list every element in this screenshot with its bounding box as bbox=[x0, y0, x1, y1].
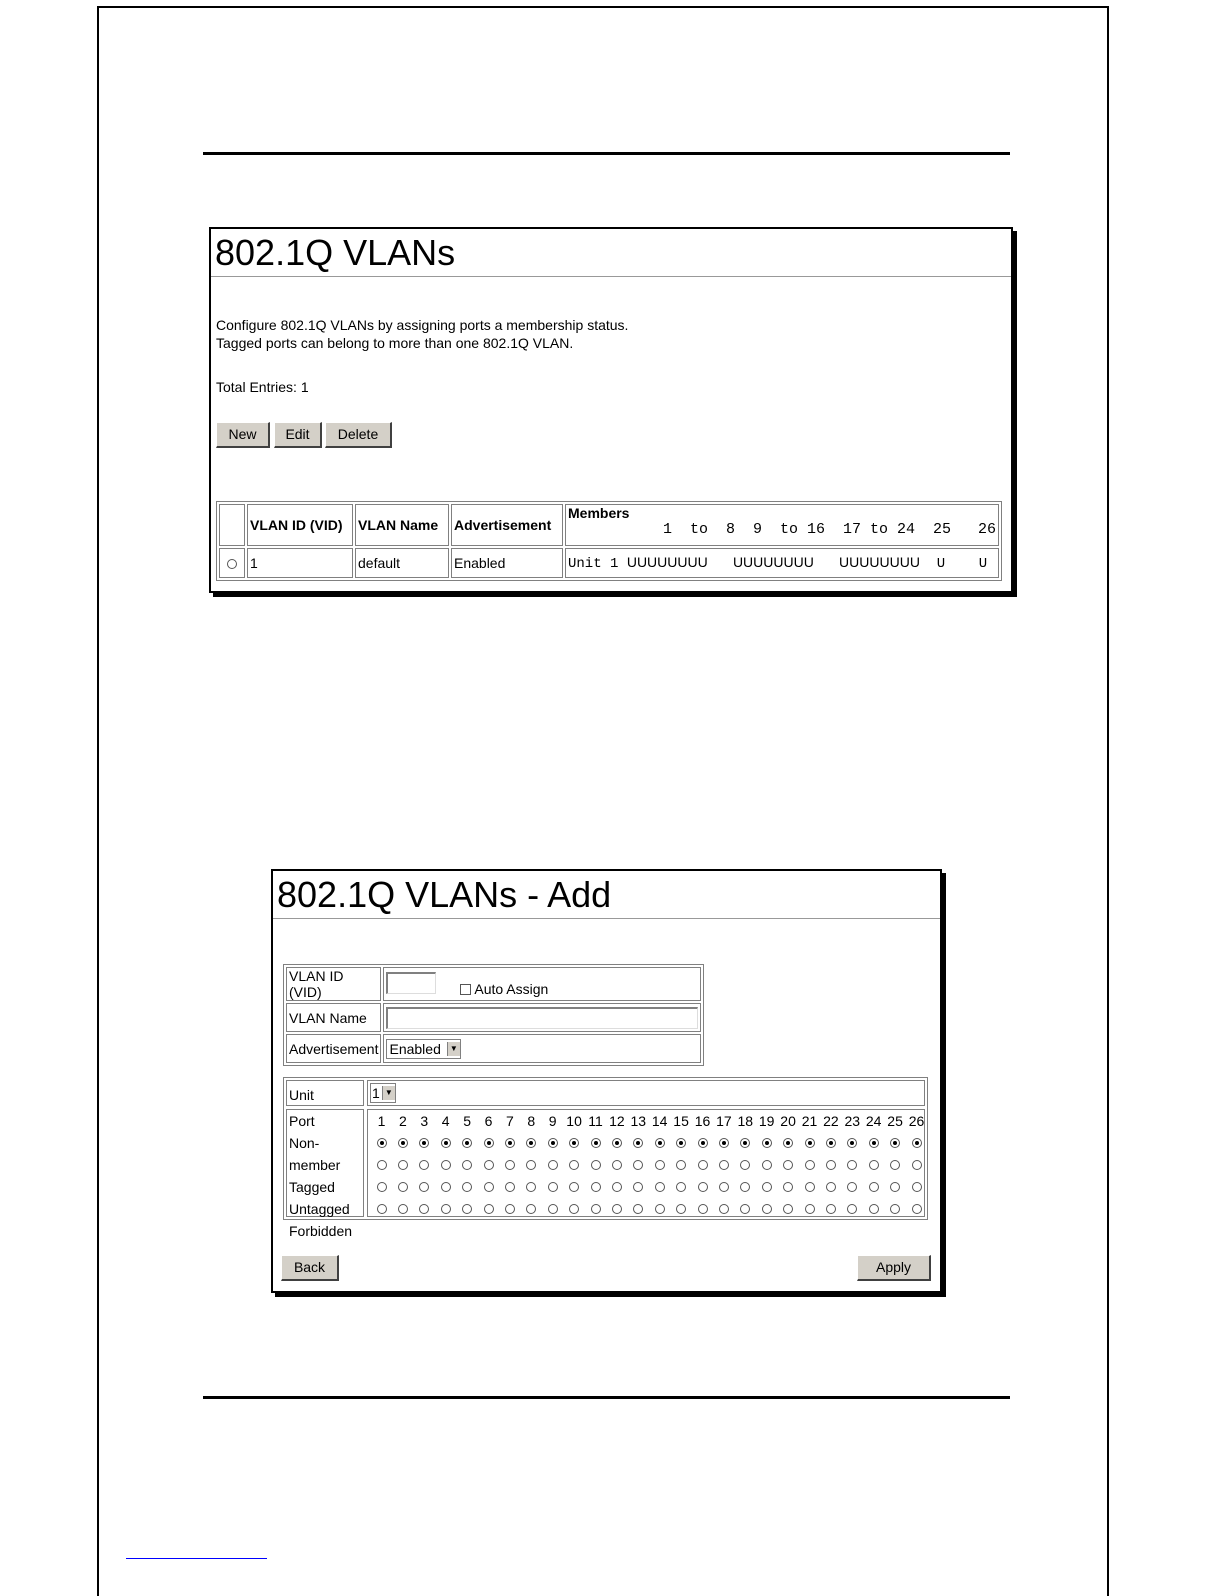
port-untagged-radio[interactable] bbox=[869, 1182, 879, 1192]
port-forbidden-radio[interactable] bbox=[805, 1204, 815, 1214]
port-non-member-radio[interactable] bbox=[377, 1138, 387, 1148]
advertisement-select[interactable] bbox=[386, 1039, 460, 1059]
port-column bbox=[499, 1110, 520, 1220]
port-forbidden-radio[interactable] bbox=[419, 1204, 429, 1214]
row-name: default bbox=[355, 548, 449, 578]
port-column bbox=[392, 1110, 413, 1220]
row-advertisement: Enabled bbox=[451, 548, 563, 578]
vlans-add-title: 802.1Q VLANs - Add bbox=[273, 871, 940, 919]
vlan-name-cell bbox=[383, 1003, 701, 1032]
forbidden-row-label: Forbidden bbox=[289, 1223, 353, 1239]
row-ports-17-24: UUUUUUUU bbox=[839, 554, 920, 570]
port-untagged-radio[interactable] bbox=[398, 1182, 408, 1192]
port-column bbox=[778, 1110, 799, 1220]
unit-label: Unit bbox=[286, 1080, 364, 1106]
port-non-member-radio[interactable] bbox=[762, 1138, 772, 1148]
untagged-row-label: Untagged bbox=[289, 1201, 350, 1217]
port-number: 15 bbox=[673, 1113, 689, 1129]
port-non-member-radio[interactable] bbox=[740, 1138, 750, 1148]
port-column bbox=[606, 1110, 627, 1220]
port-column bbox=[435, 1110, 456, 1220]
port-untagged-radio[interactable] bbox=[826, 1182, 836, 1192]
port-number: 12 bbox=[609, 1113, 625, 1129]
port-forbidden-radio[interactable] bbox=[505, 1204, 515, 1214]
advertisement-label: Advertisement bbox=[286, 1034, 381, 1063]
port-forbidden-radio[interactable] bbox=[548, 1204, 558, 1214]
port-column bbox=[457, 1110, 478, 1220]
port-untagged-radio[interactable] bbox=[655, 1182, 665, 1192]
port-tagged-radio[interactable] bbox=[526, 1160, 536, 1170]
port-forbidden-radio[interactable] bbox=[847, 1204, 857, 1214]
port-tagged-radio[interactable] bbox=[569, 1160, 579, 1170]
port-untagged-radio[interactable] bbox=[783, 1182, 793, 1192]
port-tagged-radio[interactable] bbox=[591, 1160, 601, 1170]
port-non-member-radio[interactable] bbox=[591, 1138, 601, 1148]
advertisement-header: Advertisement bbox=[451, 504, 563, 546]
port-number: 23 bbox=[844, 1113, 861, 1129]
port-forbidden-radio[interactable] bbox=[441, 1204, 451, 1214]
port-untagged-radio[interactable] bbox=[526, 1182, 536, 1192]
edit-button[interactable]: Edit bbox=[274, 422, 322, 448]
port-untagged-radio[interactable] bbox=[441, 1182, 451, 1192]
row-unit: Unit 1 bbox=[568, 556, 619, 572]
port-tagged-radio[interactable] bbox=[377, 1160, 387, 1170]
port-number: 18 bbox=[737, 1113, 754, 1129]
port-forbidden-radio[interactable] bbox=[869, 1204, 879, 1214]
port-column bbox=[842, 1110, 863, 1220]
vlans-add-panel bbox=[271, 869, 942, 1293]
port-column bbox=[756, 1110, 777, 1220]
port-forbidden-radio[interactable] bbox=[526, 1204, 536, 1214]
port-number: 24 bbox=[865, 1113, 882, 1129]
header-rule bbox=[203, 152, 1010, 155]
port-column bbox=[820, 1110, 841, 1220]
port-forbidden-radio[interactable] bbox=[591, 1204, 601, 1214]
port-untagged-radio[interactable] bbox=[484, 1182, 494, 1192]
select-header bbox=[219, 504, 245, 546]
port-forbidden-radio[interactable] bbox=[783, 1204, 793, 1214]
port-non-member-radio[interactable] bbox=[419, 1138, 429, 1148]
port-tagged-radio[interactable] bbox=[783, 1160, 793, 1170]
port-number: 13 bbox=[630, 1113, 647, 1129]
port-untagged-radio[interactable] bbox=[698, 1182, 708, 1192]
port-tagged-radio[interactable] bbox=[633, 1160, 643, 1170]
port-untagged-radio[interactable] bbox=[612, 1182, 622, 1192]
chevron-down-icon: ▼ bbox=[382, 1086, 395, 1100]
vlan-name-label: VLAN Name bbox=[286, 1003, 381, 1032]
port-grid bbox=[367, 1109, 925, 1217]
port-tagged-radio[interactable] bbox=[740, 1160, 750, 1170]
port-forbidden-radio[interactable] bbox=[740, 1204, 750, 1214]
port-non-member-radio[interactable] bbox=[805, 1138, 815, 1148]
port-untagged-radio[interactable] bbox=[569, 1182, 579, 1192]
port-tagged-radio[interactable] bbox=[698, 1160, 708, 1170]
port-non-member-radio[interactable] bbox=[869, 1138, 879, 1148]
unit-selected: 1 bbox=[372, 1085, 380, 1101]
port-tagged-radio[interactable] bbox=[441, 1160, 451, 1170]
port-non-member-radio[interactable] bbox=[612, 1138, 622, 1148]
row-ports-1-8: UUUUUUUU bbox=[626, 554, 708, 570]
vid-input[interactable] bbox=[386, 972, 436, 994]
vlans-table bbox=[216, 501, 1002, 581]
port-forbidden-radio[interactable] bbox=[462, 1204, 472, 1214]
port-number: 16 bbox=[694, 1113, 711, 1129]
port-tagged-radio[interactable] bbox=[719, 1160, 729, 1170]
port-untagged-radio[interactable] bbox=[847, 1182, 857, 1192]
port-untagged-radio[interactable] bbox=[762, 1182, 772, 1192]
port-non-member-radio[interactable] bbox=[484, 1138, 494, 1148]
port-column bbox=[649, 1110, 670, 1220]
port-column bbox=[371, 1110, 392, 1220]
port-untagged-radio[interactable] bbox=[377, 1182, 387, 1192]
row-select-cell[interactable] bbox=[219, 548, 245, 578]
vid-label: VLAN ID (VID) bbox=[286, 967, 381, 1001]
port-non-member-radio[interactable] bbox=[847, 1138, 857, 1148]
members-port-ranges: 1 to 8 9 to 16 17 to 24 25 26 bbox=[662, 521, 996, 538]
port-number: 3 bbox=[420, 1113, 429, 1129]
port-untagged-radio[interactable] bbox=[462, 1182, 472, 1192]
port-non-member-radio[interactable] bbox=[526, 1138, 536, 1148]
port-number: 25 bbox=[887, 1113, 903, 1129]
port-tagged-radio[interactable] bbox=[890, 1160, 900, 1170]
port-column bbox=[735, 1110, 756, 1220]
new-button[interactable]: New bbox=[216, 422, 270, 448]
port-tagged-radio[interactable] bbox=[462, 1160, 472, 1170]
port-untagged-radio[interactable] bbox=[676, 1182, 686, 1192]
back-button[interactable]: Back bbox=[281, 1255, 339, 1281]
status-labels-cell bbox=[286, 1109, 364, 1239]
port-non-member-radio[interactable] bbox=[890, 1138, 900, 1148]
port-column bbox=[414, 1110, 435, 1220]
port-number: 8 bbox=[527, 1113, 536, 1129]
members-label: Members bbox=[568, 505, 630, 521]
vid-cell bbox=[383, 967, 701, 1001]
port-number: 14 bbox=[651, 1113, 668, 1129]
port-tagged-radio[interactable] bbox=[676, 1160, 686, 1170]
port-non-member-radio[interactable] bbox=[912, 1138, 922, 1148]
tagged-row-label: Tagged bbox=[289, 1179, 335, 1195]
footer-rule bbox=[203, 1396, 1010, 1399]
row-port-26: U bbox=[978, 556, 988, 572]
port-tagged-radio[interactable] bbox=[912, 1160, 922, 1170]
port-forbidden-radio[interactable] bbox=[912, 1204, 922, 1214]
port-column bbox=[671, 1110, 692, 1220]
chevron-down-icon: ▼ bbox=[447, 1042, 460, 1056]
port-untagged-radio[interactable] bbox=[548, 1182, 558, 1192]
port-non-member-radio[interactable] bbox=[783, 1138, 793, 1148]
table-header-row bbox=[219, 504, 999, 546]
port-column bbox=[521, 1110, 542, 1220]
port-tagged-radio[interactable] bbox=[484, 1160, 494, 1170]
port-forbidden-radio[interactable] bbox=[377, 1204, 387, 1214]
delete-button[interactable]: Delete bbox=[325, 422, 392, 448]
port-membership-table bbox=[283, 1077, 928, 1239]
port-non-member-radio[interactable] bbox=[719, 1138, 729, 1148]
port-number: 11 bbox=[588, 1113, 603, 1129]
port-tagged-radio[interactable] bbox=[419, 1160, 429, 1170]
port-number: 19 bbox=[758, 1113, 775, 1129]
port-number: 2 bbox=[398, 1113, 407, 1129]
non-member-row-label: Non-member bbox=[289, 1135, 341, 1173]
port-non-member-radio[interactable] bbox=[633, 1138, 643, 1148]
unit-select[interactable] bbox=[370, 1083, 396, 1103]
port-non-member-radio[interactable] bbox=[698, 1138, 708, 1148]
row-port-25: U bbox=[936, 556, 946, 572]
port-column bbox=[542, 1110, 563, 1220]
port-tagged-radio[interactable] bbox=[612, 1160, 622, 1170]
port-tagged-radio[interactable] bbox=[826, 1160, 836, 1170]
port-forbidden-radio[interactable] bbox=[698, 1204, 708, 1214]
row-select-radio[interactable] bbox=[227, 559, 237, 569]
port-row-label: Port bbox=[289, 1113, 315, 1129]
port-number: 5 bbox=[463, 1113, 471, 1129]
port-forbidden-radio[interactable] bbox=[826, 1204, 836, 1214]
port-forbidden-radio[interactable] bbox=[484, 1204, 494, 1214]
port-number: 1 bbox=[377, 1113, 386, 1129]
port-non-member-radio[interactable] bbox=[548, 1138, 558, 1148]
port-column bbox=[585, 1110, 606, 1220]
vlans-description-line2: Tagged ports can belong to more than one 802.1Q VLAN. bbox=[216, 335, 574, 351]
advertisement-selected: Enabled bbox=[389, 1040, 441, 1057]
port-column bbox=[713, 1110, 734, 1220]
port-column bbox=[692, 1110, 713, 1220]
port-untagged-radio[interactable] bbox=[740, 1182, 750, 1192]
port-column bbox=[885, 1110, 906, 1220]
port-tagged-radio[interactable] bbox=[805, 1160, 815, 1170]
row-ports-9-16: UUUUUUUU bbox=[732, 554, 814, 570]
port-untagged-radio[interactable] bbox=[805, 1182, 815, 1192]
port-tagged-radio[interactable] bbox=[869, 1160, 879, 1170]
vlans-panel bbox=[209, 227, 1013, 593]
port-column bbox=[906, 1110, 927, 1220]
port-non-member-radio[interactable] bbox=[398, 1138, 408, 1148]
port-non-member-radio[interactable] bbox=[505, 1138, 515, 1148]
port-untagged-radio[interactable] bbox=[912, 1182, 922, 1192]
port-number: 22 bbox=[823, 1113, 839, 1129]
apply-button[interactable]: Apply bbox=[857, 1255, 931, 1281]
port-untagged-radio[interactable] bbox=[890, 1182, 900, 1192]
port-untagged-radio[interactable] bbox=[633, 1182, 643, 1192]
port-number: 6 bbox=[484, 1113, 493, 1129]
row-vid: 1 bbox=[247, 548, 353, 578]
port-untagged-radio[interactable] bbox=[719, 1182, 729, 1192]
table-row[interactable] bbox=[219, 548, 999, 578]
port-forbidden-radio[interactable] bbox=[890, 1204, 900, 1214]
vid-header: VLAN ID (VID) bbox=[247, 504, 353, 546]
port-forbidden-radio[interactable] bbox=[676, 1204, 686, 1214]
port-non-member-radio[interactable] bbox=[462, 1138, 472, 1148]
members-header bbox=[565, 504, 999, 546]
port-column bbox=[863, 1110, 884, 1220]
vlan-name-input[interactable] bbox=[386, 1007, 698, 1029]
port-non-member-radio[interactable] bbox=[826, 1138, 836, 1148]
port-number: 26 bbox=[908, 1113, 925, 1129]
port-tagged-radio[interactable] bbox=[762, 1160, 772, 1170]
vlans-description-line1: Configure 802.1Q VLANs by assigning ports a membership status. bbox=[216, 317, 629, 333]
port-non-member-radio[interactable] bbox=[655, 1138, 665, 1148]
auto-assign-checkbox[interactable] bbox=[460, 984, 471, 995]
port-tagged-radio[interactable] bbox=[655, 1160, 665, 1170]
port-non-member-radio[interactable] bbox=[676, 1138, 686, 1148]
port-tagged-radio[interactable] bbox=[505, 1160, 515, 1170]
unit-cell bbox=[367, 1080, 925, 1106]
port-untagged-radio[interactable] bbox=[505, 1182, 515, 1192]
port-column bbox=[628, 1110, 649, 1220]
total-entries: Total Entries: 1 bbox=[216, 379, 309, 395]
port-untagged-radio[interactable] bbox=[591, 1182, 601, 1192]
port-untagged-radio[interactable] bbox=[419, 1182, 429, 1192]
port-number: 20 bbox=[780, 1113, 796, 1129]
port-forbidden-radio[interactable] bbox=[655, 1204, 665, 1214]
name-header: VLAN Name bbox=[355, 504, 449, 546]
port-number: 9 bbox=[548, 1113, 557, 1129]
port-tagged-radio[interactable] bbox=[847, 1160, 857, 1170]
port-column bbox=[564, 1110, 585, 1220]
port-column bbox=[799, 1110, 820, 1220]
port-number: 21 bbox=[801, 1113, 818, 1129]
vlan-settings-table bbox=[283, 964, 704, 1066]
port-number: 7 bbox=[505, 1113, 514, 1129]
port-number: 10 bbox=[566, 1113, 582, 1129]
advertisement-cell bbox=[383, 1034, 701, 1063]
port-forbidden-radio[interactable] bbox=[762, 1204, 772, 1214]
port-tagged-radio[interactable] bbox=[398, 1160, 408, 1170]
port-non-member-radio[interactable] bbox=[569, 1138, 579, 1148]
vlans-title: 802.1Q VLANs bbox=[211, 229, 1011, 277]
auto-assign-label: Auto Assign bbox=[474, 980, 549, 997]
port-number: 17 bbox=[716, 1113, 732, 1129]
port-tagged-radio[interactable] bbox=[548, 1160, 558, 1170]
port-forbidden-radio[interactable] bbox=[398, 1204, 408, 1214]
port-number: 4 bbox=[441, 1113, 450, 1129]
row-members bbox=[565, 548, 999, 578]
port-column bbox=[478, 1110, 499, 1220]
port-forbidden-radio[interactable] bbox=[633, 1204, 643, 1214]
port-forbidden-radio[interactable] bbox=[719, 1204, 729, 1214]
footnote-separator bbox=[126, 1558, 267, 1559]
port-non-member-radio[interactable] bbox=[441, 1138, 451, 1148]
port-forbidden-radio[interactable] bbox=[612, 1204, 622, 1214]
port-forbidden-radio[interactable] bbox=[569, 1204, 579, 1214]
